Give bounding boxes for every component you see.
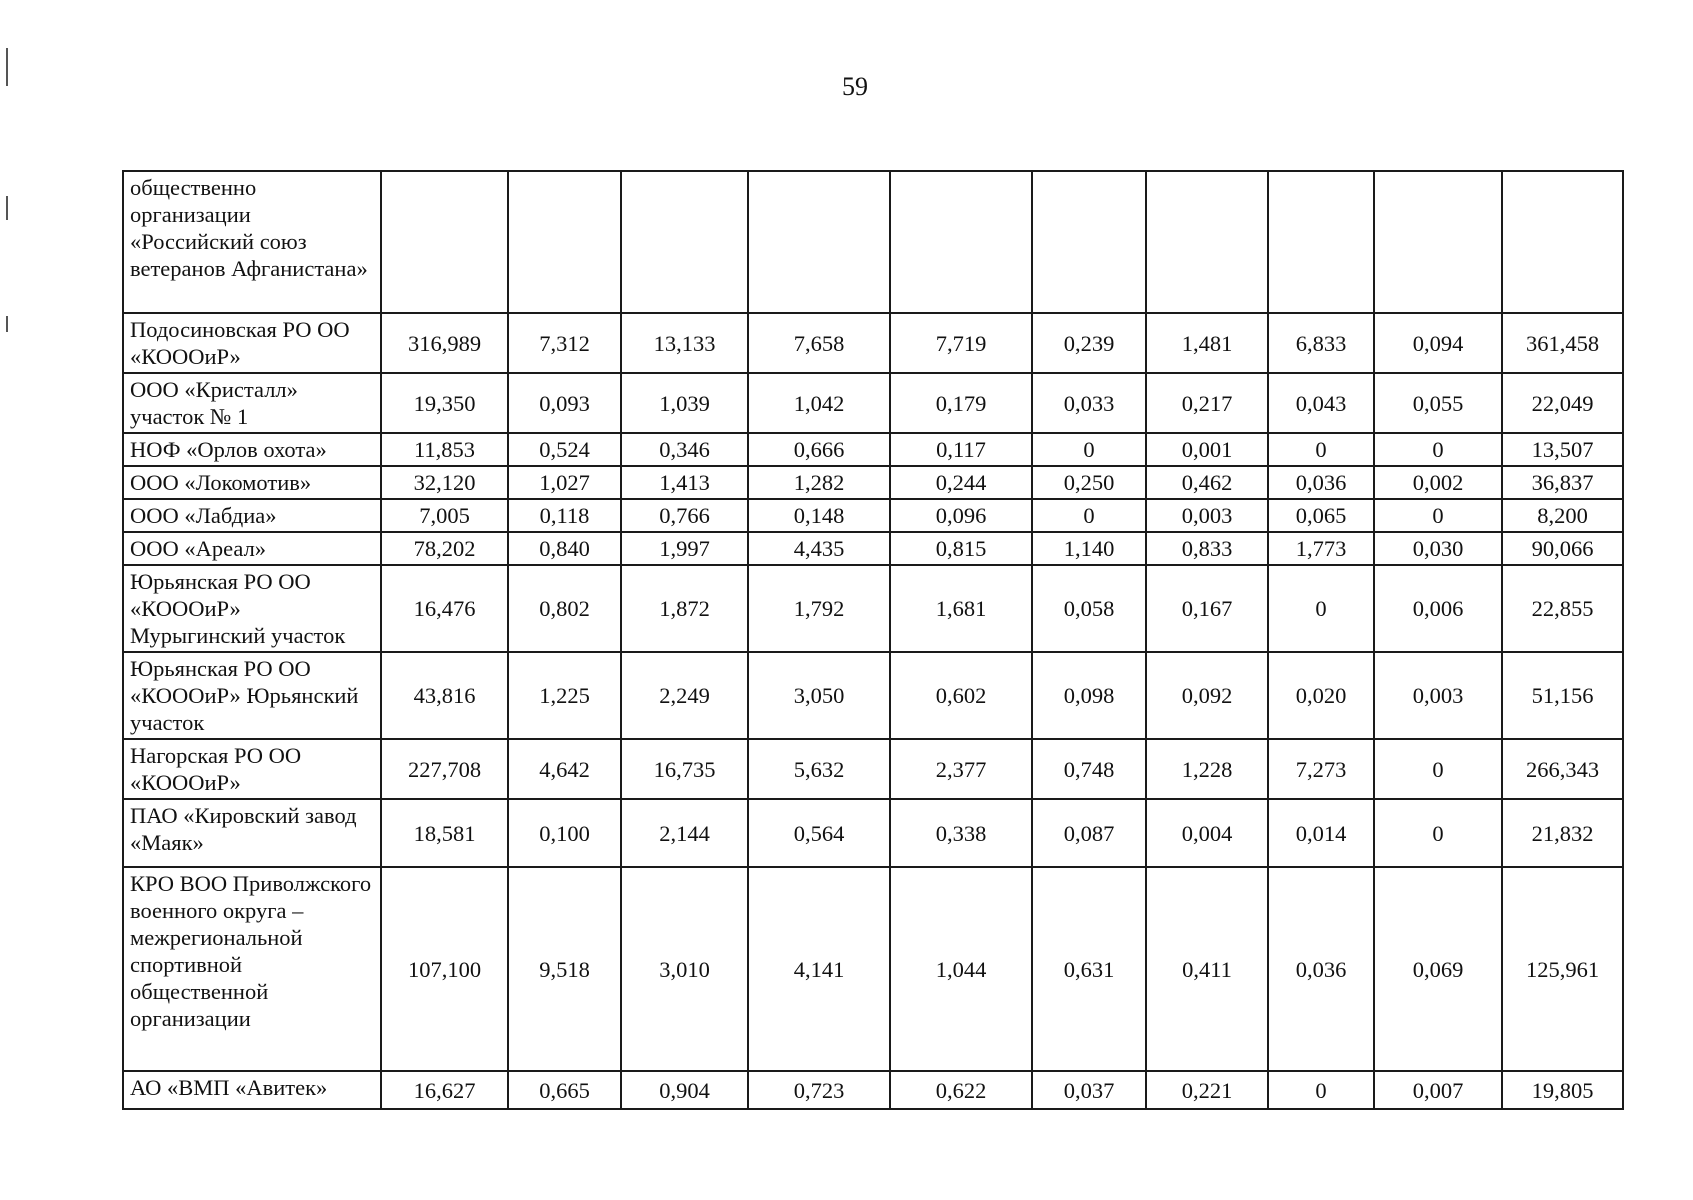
value-cell: 1,792 bbox=[748, 565, 890, 652]
value-cell: 0,043 bbox=[1268, 373, 1374, 433]
value-cell: 0,462 bbox=[1146, 466, 1268, 499]
value-cell: 0,087 bbox=[1032, 799, 1146, 867]
value-cell: 9,518 bbox=[508, 867, 621, 1071]
value-cell: 0,564 bbox=[748, 799, 890, 867]
value-cell bbox=[1146, 171, 1268, 313]
value-cell: 227,708 bbox=[381, 739, 508, 799]
value-cell: 0 bbox=[1374, 799, 1502, 867]
value-cell: 32,120 bbox=[381, 466, 508, 499]
value-cell: 1,042 bbox=[748, 373, 890, 433]
value-cell: 0,148 bbox=[748, 499, 890, 532]
value-cell bbox=[748, 171, 890, 313]
value-cell: 22,049 bbox=[1502, 373, 1623, 433]
value-cell: 21,832 bbox=[1502, 799, 1623, 867]
value-cell: 51,156 bbox=[1502, 652, 1623, 739]
value-cell bbox=[1502, 171, 1623, 313]
data-table bbox=[122, 170, 1624, 1110]
value-cell: 0,665 bbox=[508, 1071, 621, 1109]
organization-cell: АО «ВМП «Авитек» bbox=[123, 1071, 381, 1109]
value-cell: 11,853 bbox=[381, 433, 508, 466]
value-cell: 1,872 bbox=[621, 565, 748, 652]
value-cell: 16,627 bbox=[381, 1071, 508, 1109]
value-cell: 4,141 bbox=[748, 867, 890, 1071]
value-cell bbox=[1268, 171, 1374, 313]
organization-cell: общественно организации «Российский союз ветеранов Афганистана» bbox=[123, 171, 381, 313]
value-cell: 0,833 bbox=[1146, 532, 1268, 565]
table-row bbox=[123, 652, 1623, 739]
value-cell: 1,282 bbox=[748, 466, 890, 499]
value-cell: 19,350 bbox=[381, 373, 508, 433]
value-cell bbox=[621, 171, 748, 313]
table-row bbox=[123, 466, 1623, 499]
value-cell: 0,338 bbox=[890, 799, 1032, 867]
value-cell bbox=[890, 171, 1032, 313]
value-cell: 0,217 bbox=[1146, 373, 1268, 433]
value-cell: 36,837 bbox=[1502, 466, 1623, 499]
value-cell: 0,003 bbox=[1146, 499, 1268, 532]
value-cell: 0,069 bbox=[1374, 867, 1502, 1071]
value-cell: 22,855 bbox=[1502, 565, 1623, 652]
value-cell: 1,039 bbox=[621, 373, 748, 433]
value-cell: 0,065 bbox=[1268, 499, 1374, 532]
value-cell: 0,631 bbox=[1032, 867, 1146, 1071]
organization-cell: ООО «Ареал» bbox=[123, 532, 381, 565]
value-cell: 0,020 bbox=[1268, 652, 1374, 739]
value-cell: 7,312 bbox=[508, 313, 621, 373]
value-cell: 0,098 bbox=[1032, 652, 1146, 739]
value-cell: 125,961 bbox=[1502, 867, 1623, 1071]
value-cell: 0,096 bbox=[890, 499, 1032, 532]
value-cell: 1,044 bbox=[890, 867, 1032, 1071]
value-cell: 0,748 bbox=[1032, 739, 1146, 799]
value-cell: 1,413 bbox=[621, 466, 748, 499]
value-cell: 0,840 bbox=[508, 532, 621, 565]
value-cell: 0,602 bbox=[890, 652, 1032, 739]
value-cell: 0,117 bbox=[890, 433, 1032, 466]
value-cell: 3,050 bbox=[748, 652, 890, 739]
value-cell: 1,997 bbox=[621, 532, 748, 565]
value-cell: 7,658 bbox=[748, 313, 890, 373]
organization-cell: Подосиновская РО ОО «КОООиР» bbox=[123, 313, 381, 373]
value-cell: 0,904 bbox=[621, 1071, 748, 1109]
value-cell: 0,092 bbox=[1146, 652, 1268, 739]
table-row bbox=[123, 739, 1623, 799]
value-cell: 0,036 bbox=[1268, 466, 1374, 499]
value-cell: 8,200 bbox=[1502, 499, 1623, 532]
value-cell: 0,723 bbox=[748, 1071, 890, 1109]
value-cell: 1,481 bbox=[1146, 313, 1268, 373]
organization-cell: ПАО «Кировский завод «Маяк» bbox=[123, 799, 381, 867]
value-cell: 0,094 bbox=[1374, 313, 1502, 373]
value-cell bbox=[1374, 171, 1502, 313]
value-cell: 0,001 bbox=[1146, 433, 1268, 466]
value-cell: 1,225 bbox=[508, 652, 621, 739]
margin-mark bbox=[6, 196, 8, 220]
value-cell: 0 bbox=[1374, 739, 1502, 799]
value-cell: 7,005 bbox=[381, 499, 508, 532]
value-cell: 0,030 bbox=[1374, 532, 1502, 565]
table-row bbox=[123, 867, 1623, 1071]
value-cell: 0,411 bbox=[1146, 867, 1268, 1071]
value-cell: 13,133 bbox=[621, 313, 748, 373]
value-cell: 7,719 bbox=[890, 313, 1032, 373]
organization-cell: ООО «Лабдиа» bbox=[123, 499, 381, 532]
margin-mark bbox=[6, 48, 8, 86]
value-cell: 4,435 bbox=[748, 532, 890, 565]
margin-mark bbox=[6, 316, 8, 332]
value-cell: 1,027 bbox=[508, 466, 621, 499]
value-cell: 13,507 bbox=[1502, 433, 1623, 466]
value-cell: 107,100 bbox=[381, 867, 508, 1071]
table-row bbox=[123, 171, 1623, 313]
value-cell: 43,816 bbox=[381, 652, 508, 739]
organization-cell: Нагорская РО ОО «КОООиР» bbox=[123, 739, 381, 799]
value-cell: 0,221 bbox=[1146, 1071, 1268, 1109]
value-cell: 0,179 bbox=[890, 373, 1032, 433]
value-cell: 316,989 bbox=[381, 313, 508, 373]
value-cell bbox=[381, 171, 508, 313]
value-cell: 0,250 bbox=[1032, 466, 1146, 499]
value-cell: 18,581 bbox=[381, 799, 508, 867]
value-cell: 0,666 bbox=[748, 433, 890, 466]
value-cell: 2,144 bbox=[621, 799, 748, 867]
value-cell: 1,140 bbox=[1032, 532, 1146, 565]
value-cell: 0,118 bbox=[508, 499, 621, 532]
value-cell: 1,681 bbox=[890, 565, 1032, 652]
organization-cell: КРО ВОО Приволжского военного округа – межрегиональной спортивной общественной организации bbox=[123, 867, 381, 1071]
value-cell: 19,805 bbox=[1502, 1071, 1623, 1109]
value-cell: 0,014 bbox=[1268, 799, 1374, 867]
value-cell: 0 bbox=[1374, 499, 1502, 532]
value-cell: 0,006 bbox=[1374, 565, 1502, 652]
value-cell: 5,632 bbox=[748, 739, 890, 799]
value-cell: 0,003 bbox=[1374, 652, 1502, 739]
table-row bbox=[123, 565, 1623, 652]
value-cell: 16,735 bbox=[621, 739, 748, 799]
value-cell: 266,343 bbox=[1502, 739, 1623, 799]
value-cell: 4,642 bbox=[508, 739, 621, 799]
value-cell: 361,458 bbox=[1502, 313, 1623, 373]
table-row bbox=[123, 532, 1623, 565]
value-cell: 0,033 bbox=[1032, 373, 1146, 433]
value-cell bbox=[508, 171, 621, 313]
value-cell: 0,622 bbox=[890, 1071, 1032, 1109]
value-cell: 0,058 bbox=[1032, 565, 1146, 652]
value-cell: 78,202 bbox=[381, 532, 508, 565]
page-number: 59 bbox=[842, 72, 868, 101]
value-cell: 0,802 bbox=[508, 565, 621, 652]
table-row bbox=[123, 373, 1623, 433]
value-cell: 0,037 bbox=[1032, 1071, 1146, 1109]
value-cell: 90,066 bbox=[1502, 532, 1623, 565]
value-cell: 0 bbox=[1268, 433, 1374, 466]
value-cell: 0,007 bbox=[1374, 1071, 1502, 1109]
value-cell: 0 bbox=[1268, 565, 1374, 652]
value-cell: 0,055 bbox=[1374, 373, 1502, 433]
organization-cell: ООО «Кристалл» участок № 1 bbox=[123, 373, 381, 433]
organization-cell: ООО «Локомотив» bbox=[123, 466, 381, 499]
value-cell: 0,766 bbox=[621, 499, 748, 532]
value-cell: 0,002 bbox=[1374, 466, 1502, 499]
value-cell: 0,244 bbox=[890, 466, 1032, 499]
table-row bbox=[123, 433, 1623, 466]
table-row bbox=[123, 499, 1623, 532]
table-row bbox=[123, 1071, 1623, 1109]
value-cell: 1,773 bbox=[1268, 532, 1374, 565]
value-cell: 6,833 bbox=[1268, 313, 1374, 373]
value-cell: 0,815 bbox=[890, 532, 1032, 565]
organization-cell: Юрьянская РО ОО «КОООиР» Мурыгинский участок bbox=[123, 565, 381, 652]
value-cell: 16,476 bbox=[381, 565, 508, 652]
organization-cell: НОФ «Орлов охота» bbox=[123, 433, 381, 466]
table-row bbox=[123, 313, 1623, 373]
value-cell: 0 bbox=[1374, 433, 1502, 466]
value-cell bbox=[1032, 171, 1146, 313]
value-cell: 0 bbox=[1032, 499, 1146, 532]
value-cell: 1,228 bbox=[1146, 739, 1268, 799]
value-cell: 0 bbox=[1268, 1071, 1374, 1109]
value-cell: 3,010 bbox=[621, 867, 748, 1071]
value-cell: 2,377 bbox=[890, 739, 1032, 799]
value-cell: 0,100 bbox=[508, 799, 621, 867]
value-cell: 0 bbox=[1032, 433, 1146, 466]
organization-cell: Юрьянская РО ОО «КОООиР» Юрьянский участок bbox=[123, 652, 381, 739]
value-cell: 0,346 bbox=[621, 433, 748, 466]
value-cell: 0,036 bbox=[1268, 867, 1374, 1071]
value-cell: 0,167 bbox=[1146, 565, 1268, 652]
value-cell: 7,273 bbox=[1268, 739, 1374, 799]
table-row bbox=[123, 799, 1623, 867]
table-body bbox=[123, 171, 1623, 1109]
value-cell: 0,239 bbox=[1032, 313, 1146, 373]
value-cell: 0,093 bbox=[508, 373, 621, 433]
value-cell: 0,004 bbox=[1146, 799, 1268, 867]
value-cell: 2,249 bbox=[621, 652, 748, 739]
value-cell: 0,524 bbox=[508, 433, 621, 466]
